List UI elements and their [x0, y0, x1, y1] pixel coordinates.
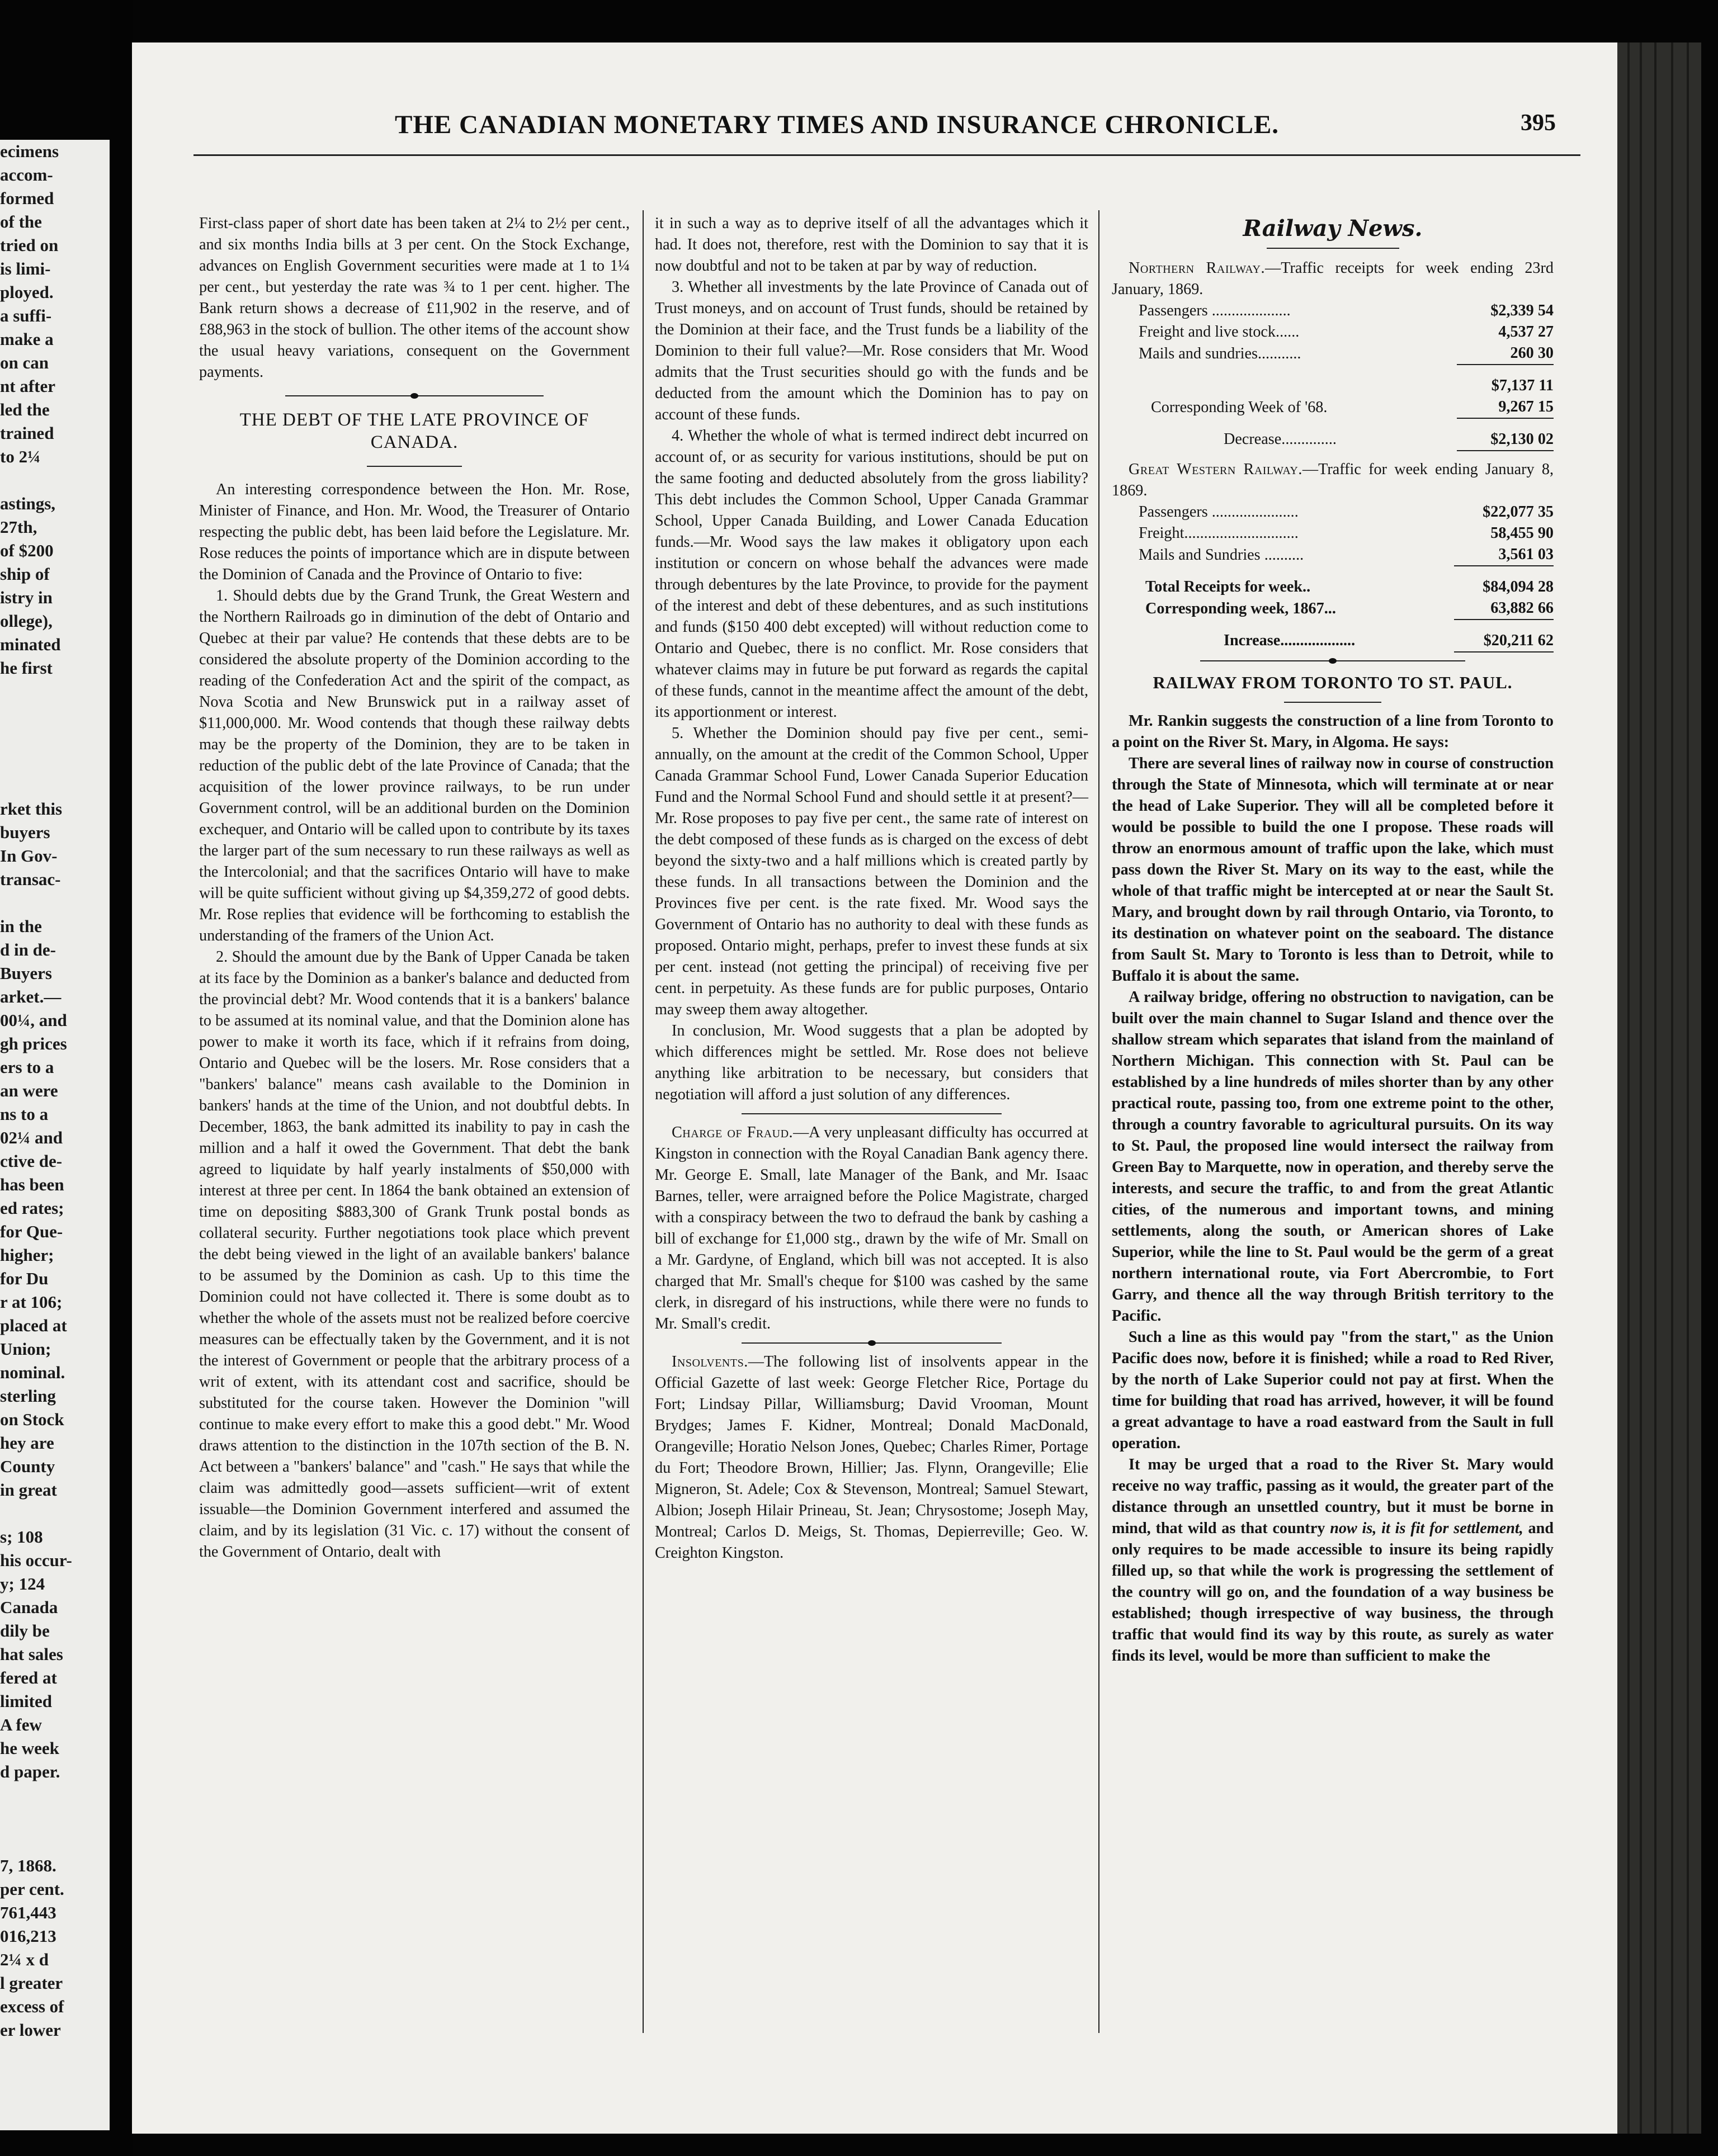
row-label: Corresponding Week of '68.	[1151, 398, 1328, 416]
fragment-line: Canada	[0, 1597, 58, 1617]
fragment-line: 7, 1868.	[0, 1856, 56, 1875]
separator	[1284, 702, 1381, 703]
row-amount: 3,561 03	[1498, 546, 1554, 563]
great-western-lead: Great Western Railway.	[1129, 461, 1302, 478]
fraud-paragraph	[655, 1122, 1088, 1335]
fragment-line: ed rates;	[0, 1198, 64, 1218]
separator	[1200, 660, 1465, 661]
table-row-total	[1112, 365, 1554, 396]
fragment-line	[0, 727, 110, 750]
fragment-line: nominal.	[0, 1363, 65, 1382]
row-amount: $22,077 35	[1483, 503, 1554, 521]
table-row	[1112, 544, 1554, 566]
debt-paragraph-3: 2. Should the amount due by the Bank of Upper Canada be taken at its face by the Dominion as a banker's balance and deducted from the provincial debt? Mr. Wood contends that it is a bankers' balance to be assumed at its nominal value, and that the Dominion alone has power to make it worth its face, which if it refrains from doing, Ontario and Quebec will be the losers. Mr. Rose considers that a "bankers' balance" means cash available to the Dominion in bankers' hands at the time of the Union, and not doubtful debts. In December, 1863, the bank admitted its inability to pay in cash the million and a half it owed the Government. That debt the bank agreed to liquidate by half yearly instalments of $50,000 with interest at three per cent. In 1864 the bank obtained an extension of time on depositing $883,300 of Grank Trunk postal bonds as collateral security. Further negotiations took place which prevent the debt being viewed in the light of an available bankers' balance to be assumed by the Dominion as cash. Up to this time the Dominion could not have collected it. There is some doubt as to whether the whole of the assets must not be realized before coercive measures can be effectually taken by the Government, and it is not the interest of Government or people that the arbitrary process of a writ of extent, with its attendant cost and sacrifice, should be substituted for the course taken. However the Dominion "will continue to make every effort to make this a good debt." Mr. Wood draws attention to the distinction in the 107th section of the B. N. Act between a "bankers' balance" and "cash." He says that while the claim was admittedly good—assets sufficient—writ of extent issuable—the Dominion Government interfered and assumed the claim, and by its legislation (31 Vic. c. 17) without the consent of the Government of Ontario, dealt with	[199, 948, 630, 1561]
fragment-line: 761,443	[0, 1903, 56, 1922]
fragment-line	[0, 891, 110, 915]
fragment-line	[0, 680, 110, 703]
fragment-line: s; 108	[0, 1527, 43, 1547]
fragment-line: l greater	[0, 1973, 63, 1993]
col2-paragraph-4: 5. Whether the Dominion should pay five per cent., semi-annually, on the amount at the credit of the Common School, Upper Canada Grammar School Fund, Lower Canada Superior Education Fund and the Normal School Fund and should settle it at present?—Mr. Rose proposes to pay five per cent., the same rate of interest on the debt composed of these funds as is charged on the excess of debt beyond the sixty-two and a half millions which is created partly by these funds. In all transactions between the Dominion and the Provinces five per cent. is the rate fixed. Mr. Wood says the Government of Ontario has no authority to deal with these funds as proposed. Ontario might, perhaps, prefer to invest these funds at six per cent. instead (not getting the principal) of receiving five per cent. in perpetuity. As these funds are for public purposes, Ontario may sweep them away altogether.	[655, 725, 1088, 1018]
separator	[1267, 248, 1399, 249]
page-stack-edge	[1617, 42, 1701, 2134]
separator	[367, 466, 461, 467]
fragment-line: limited	[0, 1691, 52, 1711]
separator	[742, 1113, 1002, 1114]
insolvents-lead: Insolvents.	[672, 1353, 748, 1370]
fragment-line: his occur-	[0, 1550, 72, 1570]
col1-intro-paragraph: First-class paper of short date has been taken at 2¼ to 2½ per cent., and six months India bills at 3 per cent. On the Stock Exchange, advances on English Government securities were made at 1 to 1¼ per cent., but yesterday the rate was ¾ to 1 per cent. higher. The Bank return shows a decrease of £11,902 in the reserve, and of £88,963 in the stock of bullion. The other items of the account show the usual heavy variations, consequent on the Government payments.	[199, 215, 630, 381]
st-paul-article	[1112, 711, 1554, 1667]
fragment-line: ecimens	[0, 141, 59, 161]
insolvents-body: —The following list of insolvents appear in the Official Gazette of last week: George Fletcher Rice, Portage du Fort; Lindsay Pillar, Williamsburg; David Vrooman, Mount Brydges; James F. Kidner, Montreal; Donald MacDonald, Orangeville; Horatio Nelson Jones, Quebec; Charles Rimer, Portage du Fort; Theodore Brown, Hillier; Jas. Flynn, Orangeville; Elie Migneron, St. Adele; Cox & Stevenson, Montreal; Samuel Stewart, Albion; Joseph Hilair Prineau, St. Jean; Chrysostome; Joseph May, Montreal; Carlos D. Meigs, St. Thomas, Depierreville; Geo. W. Creighton Kingston.	[655, 1353, 1088, 1562]
row-amount: $84,094 28	[1454, 566, 1554, 598]
table-row	[1112, 321, 1554, 343]
row-label: Mails and Sundries ..........	[1139, 546, 1304, 564]
fragment-line: a suffi-	[0, 306, 52, 325]
fragment-line: 00¼, and	[0, 1010, 67, 1030]
previous-page-text	[0, 140, 110, 2042]
fragment-line: Union;	[0, 1339, 51, 1359]
fragment-line: fered at	[0, 1668, 57, 1687]
fragment-line: of $200	[0, 541, 54, 560]
row-label	[1112, 365, 1457, 396]
fragment-line: formed	[0, 188, 54, 208]
row-amount: $7,137 11	[1457, 365, 1554, 396]
newspaper-page	[132, 42, 1617, 2134]
fragment-line: dily be	[0, 1621, 50, 1640]
column-1	[199, 213, 630, 1563]
fragment-line: trained	[0, 423, 54, 443]
fragment-line: an were	[0, 1081, 58, 1100]
fragment-line: accom-	[0, 165, 53, 185]
previous-page-fragment	[0, 140, 112, 2130]
fragment-line: A few	[0, 1715, 42, 1734]
fraud-lead: Charge of Fraud.	[672, 1124, 794, 1141]
fragment-line: arket.—	[0, 987, 62, 1006]
fragment-line	[0, 1784, 110, 1807]
fragment-line: Buyers	[0, 963, 52, 983]
table-row	[1112, 343, 1554, 365]
northern-lead: Northern Railway.	[1129, 259, 1266, 277]
italic-run: now is, it is fit for settlement,	[1330, 1520, 1523, 1537]
row-label: Passengers ......................	[1139, 503, 1299, 521]
header-rule	[193, 154, 1580, 156]
st-paul-paragraph-3: A railway bridge, offering no obstruction to navigation, can be built over the main channel to Sugar Island and thence over the shallow stream which separates that island from the mainland of Northern Michigan. This connection with St. Paul can be established by a line hundreds of miles shorter than by any other practical route, passing too, from one extreme point to the other, through a country favorable to agricultural pursuits. On its way to St. Paul, the proposed line would intersect the railway from Green Bay to Marquette, now in operation, and thereby serve the interests, and secure the traffic, to and from the great Atlantic cities, of the numerous and important towns, and mining settlements, along the south, or American shores of Lake Superior, while the line to St. Paul would be the germ of a great northern international route, via Fort Abercrombie, to Fort Garry, and thence all the way through British territory to the Pacific.	[1112, 989, 1554, 1325]
row-amount: $2,130 02	[1457, 418, 1554, 451]
fragment-line	[0, 469, 110, 492]
fragment-line	[0, 1831, 110, 1854]
fragment-line: hey are	[0, 1433, 54, 1453]
fragment-line: astings,	[0, 494, 56, 513]
fragment-line: er lower	[0, 2020, 61, 2040]
fragment-line: excess of	[0, 1997, 64, 2016]
table-row	[1112, 502, 1554, 523]
fragment-line: nt after	[0, 376, 55, 396]
fragment-line: 02¼ and	[0, 1128, 63, 1147]
page-title: THE CANADIAN MONETARY TIMES AND INSURANCE CHRONICLE.	[395, 110, 1280, 139]
fragment-line: he first	[0, 658, 53, 678]
separator	[742, 1342, 1002, 1344]
table-row	[1112, 523, 1554, 544]
column-2	[655, 213, 1088, 1564]
st-paul-paragraph-2: There are several lines of railway now in course of construction through the State of Minnesota, which will terminate at or near the head of Lake Superior. They will all be completed before it would be possible to build the one I propose. These roads will throw an enormous amount of traffic upon the lake, which must pass down the River St. Mary on its way to the east, while the whole of that traffic might be intercepted at or near the Sault St. Mary, and brought down by rail through Ontario, via Toronto, to its destination on whatever point on the seaboard. The distance from Sault St. Mary to Toronto is less than to Detroit, while to Buffalo it is about the same.	[1112, 755, 1554, 985]
text-run: It may be urged that a road to the River St. Mary would receive no way traffic, passing as it would, the greater part of the distance through an unsettled country, but it must be borne in mind, that wild as that country	[1112, 1456, 1554, 1537]
fragment-line: transac-	[0, 869, 61, 889]
fragment-line: d in de-	[0, 940, 56, 959]
binding-gutter	[110, 0, 133, 2156]
col2-paragraph-2: 3. Whether all investments by the late Province of Canada out of Trust moneys, and on account of Trust funds, should be retained by the Dominion at their face, and the Trust funds be a liability of the Dominion to their full value?—Mr. Rose considers that Mr. Wood admits that the Trust securities should go with the funds and be deducted from the amount which the Dominion has to pay on account of these funds.	[655, 278, 1088, 423]
fragment-line: sterling	[0, 1386, 56, 1406]
fragment-line: gh prices	[0, 1034, 67, 1053]
col2-paragraph-5: In conclusion, Mr. Wood suggests that a plan be adopted by which differences might be settled. Mr. Rose does not believe anything like arbitration to be necessary, but considers that negotiation will afford a just solution of any differences.	[655, 1022, 1088, 1103]
fragment-line: ctive de-	[0, 1151, 63, 1171]
column-rule-1	[643, 210, 644, 2033]
fragment-line: is limi-	[0, 259, 51, 278]
st-paul-paragraph-4: Such a line as this would pay "from the start," as the Union Pacific does now, before it is finished; while a road to Red River, by the north of Lake Superior could not pay at first. When the time for building that road has arrived, however, it will be found a great advantage to have a road eastward from the Sault in full operation.	[1112, 1328, 1554, 1452]
fragment-line	[0, 1502, 110, 1525]
fragment-line: minated	[0, 635, 61, 654]
row-label: Mails and sundries...........	[1139, 344, 1301, 362]
fragment-line	[0, 774, 110, 797]
fragment-line: per cent.	[0, 1879, 64, 1899]
fragment-line: higher;	[0, 1245, 54, 1265]
row-amount: 63,882 66	[1490, 599, 1554, 617]
fragment-line: 016,213	[0, 1926, 56, 1946]
row-amount: $2,339 54	[1490, 302, 1554, 319]
fragment-line: for Du	[0, 1269, 49, 1288]
col2-paragraph-3: 4. Whether the whole of what is termed indirect debt incurred on account of, or as security for various institutions, should be put on the same footing and deducted absolutely from the gross liability? This debt includes the Common School, Upper Canada Grammar School, Upper Canada Building, and Lower Canada Education funds.—Mr. Wood says the law makes it obligatory upon each institution or concern on whose behalf the advances were made through debentures by the late Province, to provide for the payment of the interest and debt of these debentures, and as such institutions and funds ($150 400 debt excepted) will without reduction come to Ontario and Quebec, there is no conflict. Mr. Rose considers that whatever claims may in future be put forward as regards the capital of these funds, cannot in the meantime affect the amount of the debt, its apportionment or interest.	[655, 427, 1088, 721]
page-header	[132, 110, 1617, 149]
fragment-line: ns to a	[0, 1104, 49, 1124]
fragment-line: istry in	[0, 588, 53, 607]
fragment-line: ollege),	[0, 611, 53, 631]
table-row-total	[1112, 566, 1554, 598]
fragment-line: d paper.	[0, 1762, 60, 1781]
row-label: Corresponding week, 1867...	[1145, 599, 1336, 617]
table-row-difference	[1112, 418, 1554, 451]
col2-paragraph-1: it in such a way as to deprive itself of all the advantages which it had. It does not, therefore, rest with the Dominion to say that it is now doubtful and not to be taken at par by way of reduction.	[655, 215, 1088, 275]
column-3	[1112, 213, 1554, 1667]
fragment-line: r at 106;	[0, 1292, 63, 1312]
debt-paragraph-2: 1. Should debts due by the Grand Trunk, the Great Western and the Northern Railroads go in diminution of the debt of Ontario and Quebec at their par value? He contends that these debts are to be considered the absolute property of the Dominion according to the reading of the Confederation Act and the spirit of the compact, as Nova Scotia and New Brunswick put in a railway asset of $11,000,000. Mr. Wood contends that though these railway debts may be the property of the Dominion, they are to be taken in reduction of the public debt of the late Province of Canada; that the acquisition of the lower province railways, to be run under Government control, will be an additional burden on the Dominion exchequer, and Ontario will be called upon to contribute by its taxes the larger part of the sum necessary to run these railways as well as the Intercolonial; and that the sacrifices Ontario will have to make will be quite sufficient without giving up $4,359,272 of good debts. Mr. Rose replies that evidence will be forthcoming to establish the understanding of the framers of the Union Act.	[199, 587, 630, 944]
row-amount: $20,211 62	[1454, 620, 1554, 652]
table-row	[1112, 598, 1554, 620]
debt-paragraph-1: An interesting correspondence between the Hon. Mr. Rose, Minister of Finance, and Hon. Mr. Wood, the Treasurer of Ontario respecting the public debt, has been laid before the Legislature. Mr. Rose reduces the points of importance which are in dispute between the Dominion of Canada and the Province of Ontario to five:	[199, 481, 630, 583]
row-amount: 4,537 27	[1498, 323, 1554, 341]
row-amount: 9,267 15	[1498, 398, 1554, 415]
row-amount: 58,455 90	[1490, 524, 1554, 542]
northern-intro	[1112, 258, 1554, 300]
fragment-line	[0, 750, 110, 774]
fragment-line: hat sales	[0, 1644, 63, 1664]
table-row	[1112, 300, 1554, 321]
row-label: Increase...................	[1224, 632, 1356, 649]
column-rule-2	[1098, 210, 1099, 2033]
fragment-line: to 2¼	[0, 447, 41, 466]
fragment-line: of the	[0, 212, 42, 231]
row-label: Total Receipts for week..	[1145, 578, 1311, 595]
fragment-line: placed at	[0, 1316, 67, 1335]
row-label: Decrease..............	[1224, 431, 1337, 448]
fragment-line: on Stock	[0, 1410, 64, 1429]
table-row	[1112, 396, 1554, 418]
fragment-line: ship of	[0, 564, 50, 584]
row-label: Freight and live stock......	[1139, 323, 1300, 341]
fragment-line: rket this	[0, 799, 63, 819]
fragment-line: on can	[0, 353, 49, 372]
st-paul-paragraph-1: Mr. Rankin suggests the construction of a line from Toronto to a point on the River St. Mary, in Algoma. He says:	[1112, 712, 1554, 751]
fragment-line: ers to a	[0, 1057, 54, 1077]
fragment-line: 2¼ x d	[0, 1950, 49, 1969]
fragment-line: he week	[0, 1738, 59, 1758]
fragment-line: y; 124	[0, 1574, 45, 1594]
row-label: Passengers ....................	[1139, 302, 1291, 319]
fragment-line: 27th,	[0, 517, 37, 537]
great-western-intro-text: —Traffic for week ending January 8, 1869.	[1112, 461, 1554, 499]
page-number: 395	[1521, 110, 1556, 136]
fragment-line: buyers	[0, 822, 50, 842]
fragment-line: in the	[0, 916, 42, 936]
debt-heading: THE DEBT OF THE LATE PROVINCE OF CANADA.	[239, 410, 589, 452]
fragment-line: tried on	[0, 235, 59, 255]
fragment-line: make a	[0, 329, 54, 349]
fragment-line: In Gov-	[0, 846, 58, 866]
text-run: and only requires to be made accessible to insure its being rapidly filled up, so that while the work is progressing the settlement of the country will go on, and the foundation of a way business be established; though irrespective of way business, the through traffic that would find its way by this route, as surely as water finds its level, would be more than sufficient to make the	[1112, 1520, 1554, 1665]
table-row-difference	[1112, 620, 1554, 652]
fragment-line: County	[0, 1457, 55, 1476]
fragment-line: in great	[0, 1480, 57, 1500]
fragment-line: has been	[0, 1175, 64, 1194]
fraud-body: —A very unpleasant difficulty has occurred at Kingston in connection with the Royal Canadian Bank agency there. Mr. George E. Small, late Manager of the Bank, and Mr. Isaac Barnes, teller, were arraigned before the Police Magistrate, charged with a conspiracy between the two to defraud the bank by cashing a bill of exchange for £1,000 stg., drawn by the wife of Mr. Small on a Mr. Gardyne, of England, which bill was not accepted. It is also charged that Mr. Small's cheque for $100 was cashed by the same clerk, in disregard of his instructions, while there were no funds to Mr. Small's credit.	[655, 1124, 1088, 1332]
st-paul-paragraph-5	[1112, 1454, 1554, 1667]
separator	[285, 395, 544, 396]
fragment-line	[0, 703, 110, 727]
insolvents-paragraph	[655, 1351, 1088, 1564]
st-paul-heading: RAILWAY FROM TORONTO TO ST. PAUL.	[1153, 673, 1513, 692]
railway-news-title: Railway News.	[1243, 215, 1423, 242]
fragment-line: ployed.	[0, 282, 54, 302]
great-western-traffic-table	[1112, 502, 1554, 653]
fragment-line: led the	[0, 400, 50, 419]
row-amount: 260 30	[1510, 344, 1554, 362]
northern-traffic-table	[1112, 300, 1554, 451]
northern-intro-text: —Traffic receipts for week ending 23rd January, 1869.	[1112, 259, 1554, 298]
fragment-line: for Que-	[0, 1222, 63, 1241]
row-label: Freight.............................	[1139, 524, 1299, 542]
fragment-line	[0, 1807, 110, 1831]
great-western-intro	[1112, 459, 1554, 502]
